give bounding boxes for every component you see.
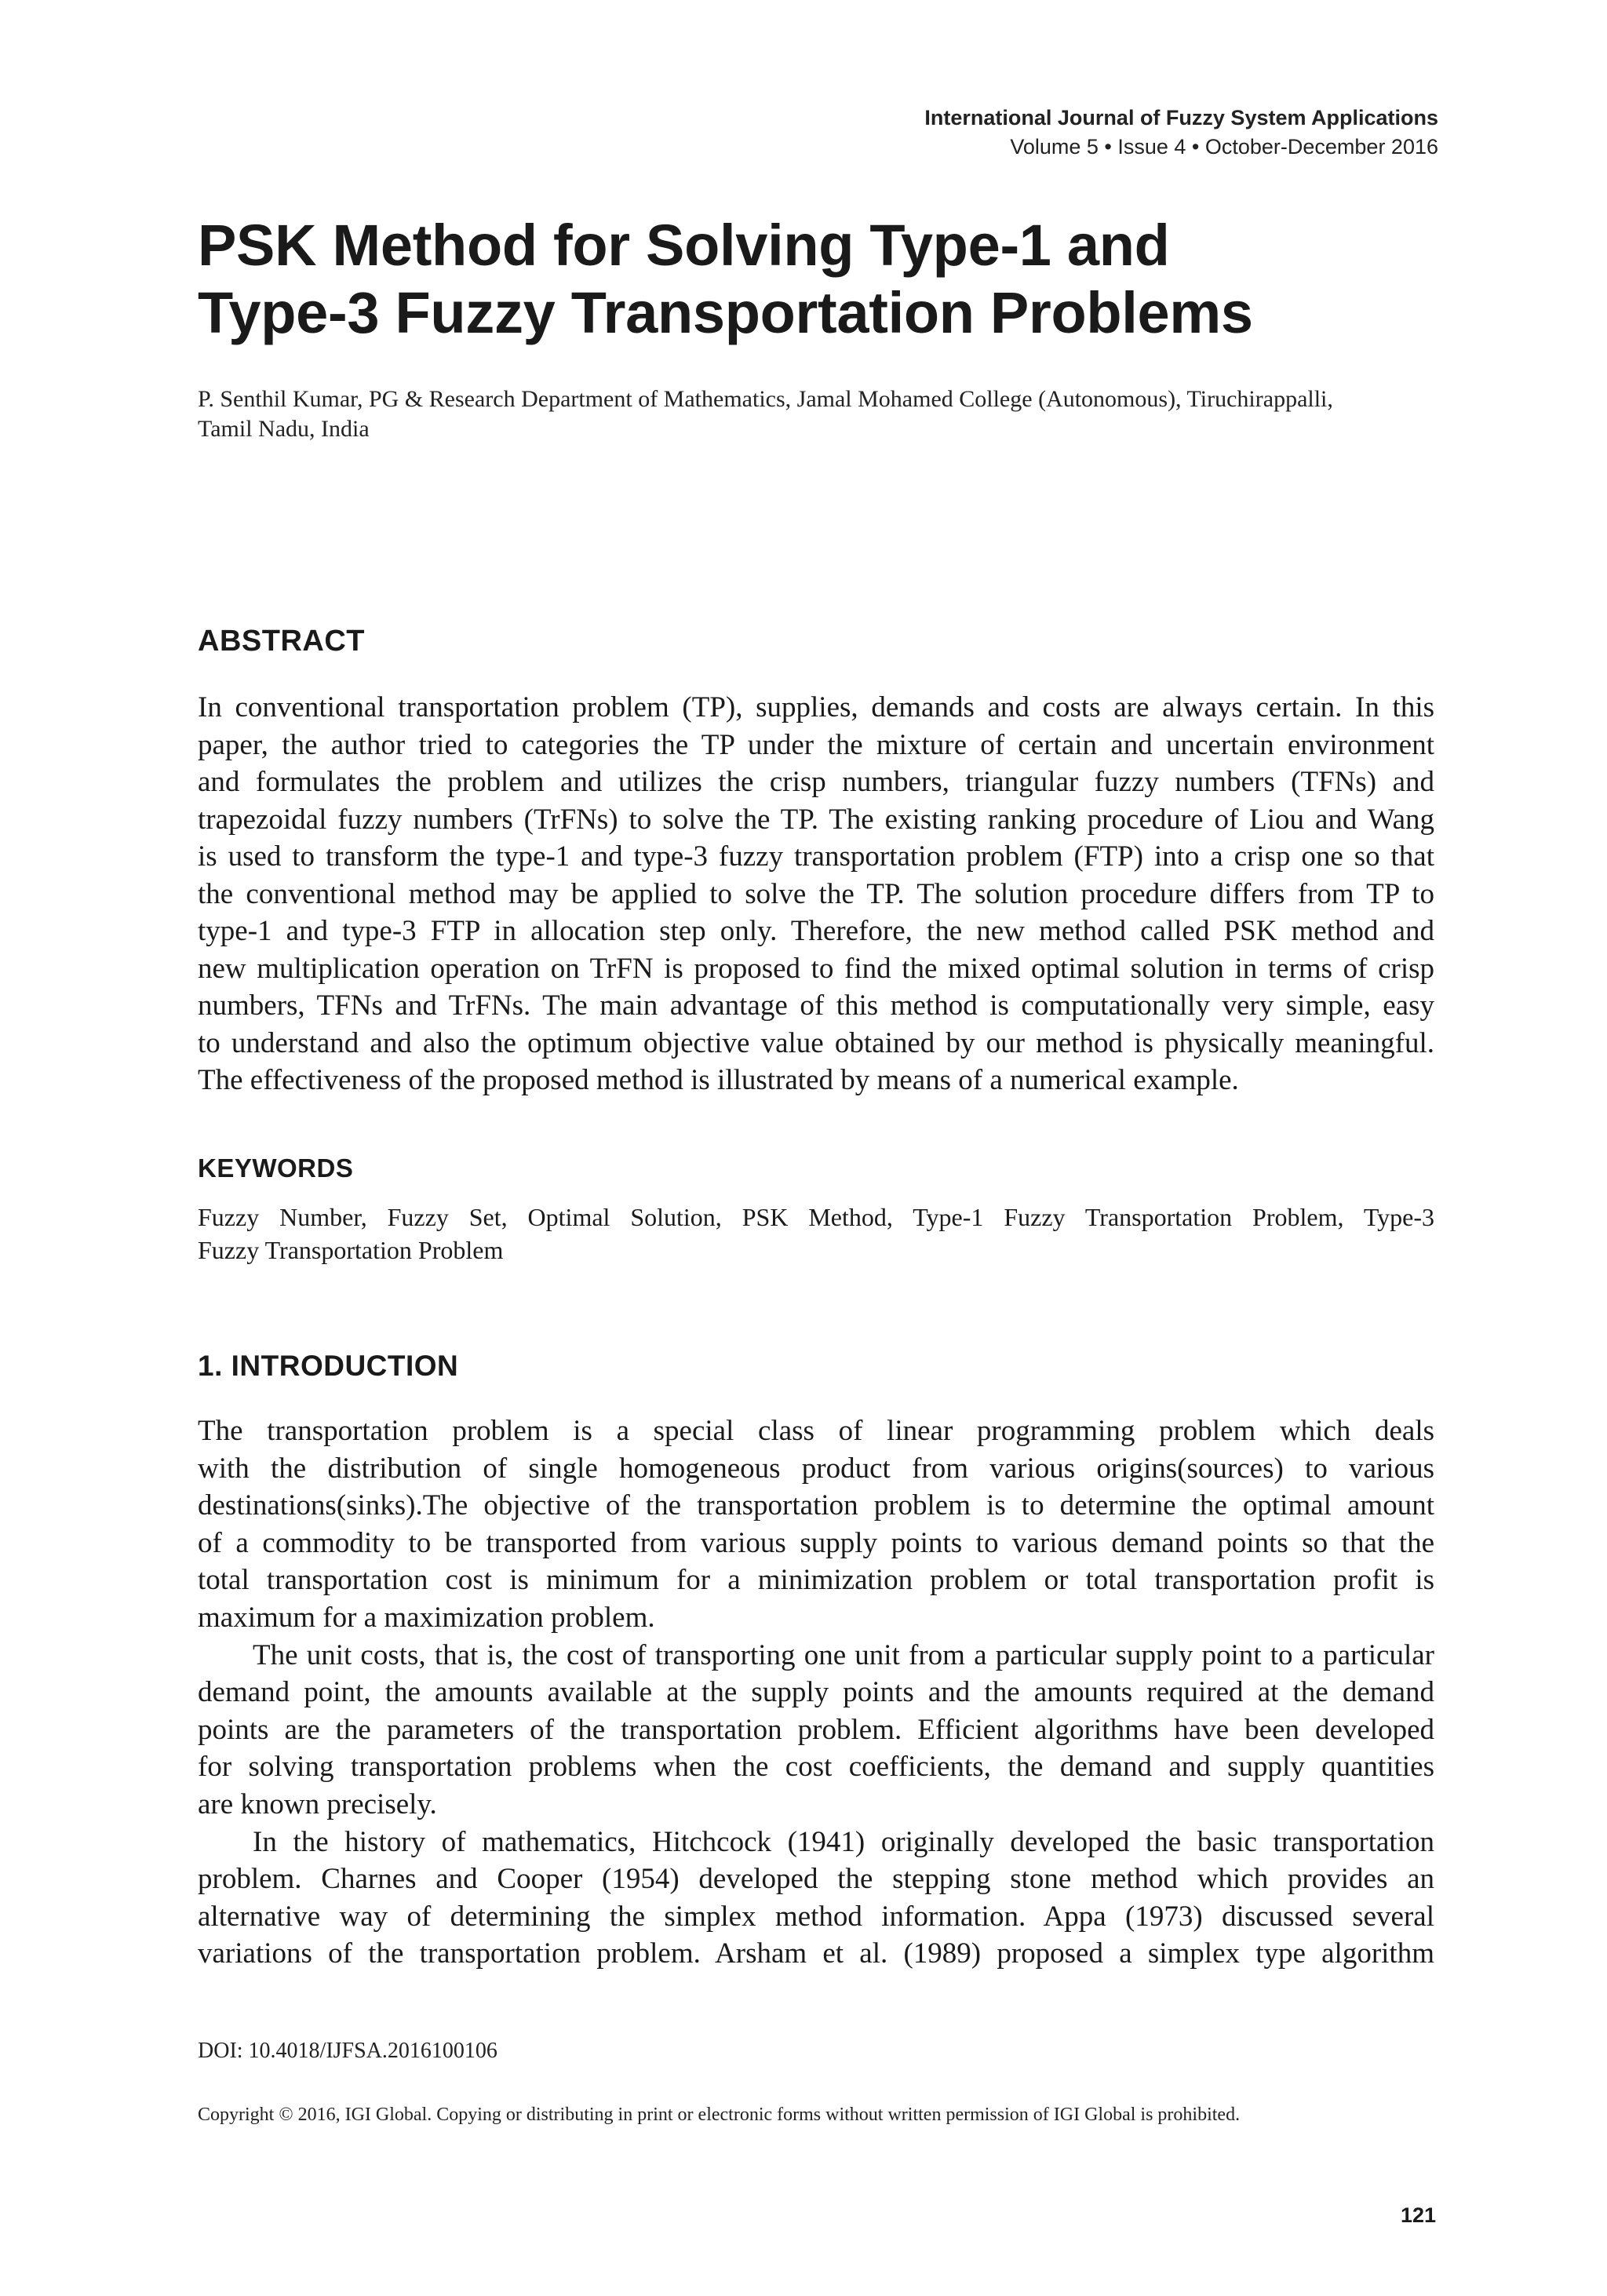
intro-line: demand point, the amounts available at the supply points and the amounts required at the demand [198,1676,1434,1709]
journal-header [924,104,1438,162]
abstract-line: and formulates the problem and utilizes the crisp numbers, triangular fuzzy numbers (TFNs) and [198,766,1434,798]
abstract-line: to understand and also the optimum objective value obtained by our method is physically meaningful. [198,1026,1434,1059]
abstract-line: In conventional transportation problem (TP), supplies, demands and costs are always certain. In this [198,691,1434,723]
intro-line: The transportation problem is a special class of linear programming problem which deals [198,1415,1434,1447]
keywords-line: Fuzzy Transportation Problem [198,1236,504,1264]
intro-line: alternative way of determining the simplex method information. Appa (1973) discussed several [198,1900,1434,1933]
intro-line: problem. Charnes and Cooper (1954) developed the stepping stone method which provides an [198,1863,1434,1896]
intro-line: with the distribution of single homogeneous product from various origins(sources) to various [198,1452,1434,1485]
introduction-body [198,1412,1434,1973]
journal-issue: Volume 5 • Issue 4 • October-December 2016 [1010,135,1438,159]
abstract-line: type-1 and type-3 FTP in allocation step only. Therefore, the new method called PSK method and [198,915,1434,947]
journal-name: International Journal of Fuzzy System Applications [924,106,1438,129]
introduction-heading: 1. INTRODUCTION [198,1350,459,1382]
intro-line: In the history of mathematics, Hitchcock (1941) originally developed the basic transportation [253,1825,1434,1858]
author-line: Tamil Nadu, India [198,416,370,442]
intro-line: destinations(sinks).The objective of the transportation problem is to determine the optimal amount [198,1489,1434,1522]
abstract-line: The effectiveness of the proposed method is illustrated by means of a numerical example. [198,1064,1239,1096]
abstract-body [198,689,1434,1099]
keywords-body [198,1201,1434,1266]
abstract-line: trapezoidal fuzzy numbers (TrFNs) to solve the TP. The existing ranking procedure of Liou and Wang [198,803,1434,836]
intro-line: points are the parameters of the transportation problem. Efficient algorithms have been developed [198,1713,1434,1746]
paper-title [198,212,1453,347]
intro-line: of a commodity to be transported from various supply points to various demand points so that the [198,1526,1434,1559]
intro-line: for solving transportation problems when the cost coefficients, the demand and supply quantities [198,1751,1434,1784]
page-number: 121 [1400,2203,1436,2227]
doi: DOI: 10.4018/IJFSA.2016100106 [198,2039,497,2063]
abstract-line: numbers, TFNs and TrFNs. The main advantage of this method is computationally very simple, easy [198,989,1434,1022]
keywords-heading: KEYWORDS [198,1153,354,1183]
keywords-line: Fuzzy Number, Fuzzy Set, Optimal Solution, PSK Method, Type-1 Fuzzy Transportation Problem, Type-3 [198,1203,1434,1231]
intro-line: are known precisely. [198,1788,437,1820]
author-affiliation [198,384,1453,444]
title-line: PSK Method for Solving Type-1 and [198,213,1170,278]
copyright-notice: Copyright © 2016, IGI Global. Copying or distributing in print or electronic forms without written permission of IGI Global is prohibited. [198,2105,1241,2125]
intro-line: maximum for a maximization problem. [198,1601,655,1634]
title-line: Type-3 Fuzzy Transportation Problems [198,280,1253,345]
intro-line: total transportation cost is minimum for a minimization problem or total transportation profit is [198,1564,1434,1597]
abstract-line: the conventional method may be applied to solve the TP. The solution procedure differs from TP to [198,877,1434,910]
intro-line: The unit costs, that is, the cost of transporting one unit from a particular supply point to a particular [253,1638,1434,1671]
abstract-line: paper, the author tried to categories the TP under the mixture of certain and uncertain environment [198,728,1434,761]
author-line: P. Senthil Kumar, PG & Research Department of Mathematics, Jamal Mohamed College (Autonomous), Tiruchirappalli, [198,386,1333,412]
abstract-line: new multiplication operation on TrFN is proposed to find the mixed optimal solution in terms of crisp [198,952,1434,985]
abstract-heading: ABSTRACT [198,625,365,658]
intro-line: variations of the transportation problem. Arsham et al. (1989) proposed a simplex type algorithm [198,1937,1434,1970]
abstract-line: is used to transform the type-1 and type-3 fuzzy transportation problem (FTP) into a crisp one so that [198,840,1434,873]
